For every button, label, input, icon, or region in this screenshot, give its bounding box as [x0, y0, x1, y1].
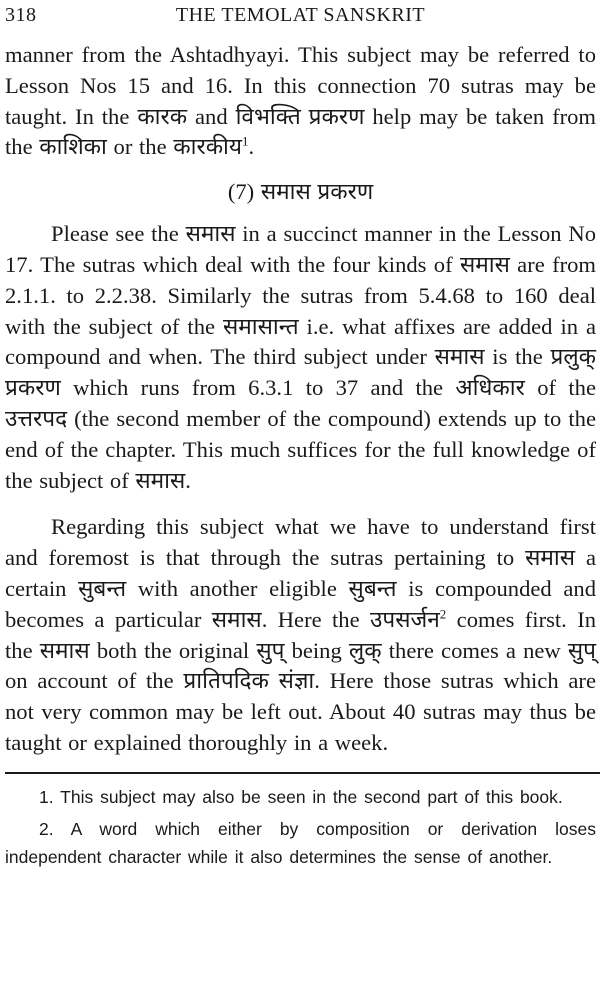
devanagari-term: कारकीय	[173, 134, 243, 160]
devanagari-term: सुबन्त	[348, 575, 397, 601]
devanagari-term: समास	[434, 344, 485, 370]
running-head: THE TEMOLAT SANSKRIT	[175, 4, 426, 26]
page-header	[5, 0, 596, 40]
footnote-text: This subject may also be seen in the second part of this book.	[53, 786, 563, 807]
paragraph-gap	[5, 496, 596, 512]
devanagari-term: समास	[135, 467, 186, 493]
footnote-ref-2: 2	[439, 606, 447, 622]
devanagari-term: उत्तरपद	[5, 405, 68, 431]
devanagari-term: समास	[211, 606, 262, 632]
paragraph-2: Please see the समास in a succinct manner in the Lesson No 17. The sutras which deal with the four kinds of समास are from 2.1.1. to 2.2.38. Similarly the sutras from 5.4.68 to 160 deal with the subject of the समासान्त i.e. what affixes are added in a compound and when. The third subject under समास is the प्रलुक् प्रकरण which runs from 6.3.1 to 37 and the अधिकार of the उत्तरपद (the second member of the compound) extends up to the end of the chapter. This much suffices for the full knowledge of the subject of समास.	[5, 221, 597, 493]
devanagari-term: सुप्	[567, 637, 596, 663]
devanagari-term: समास	[525, 545, 576, 571]
devanagari-term: लुक्	[348, 637, 382, 663]
devanagari-term: समास	[185, 221, 236, 247]
devanagari-term: कारक	[137, 103, 188, 129]
devanagari-term: प्रातिपदिक संज्ञा	[183, 668, 315, 694]
body-text	[5, 40, 596, 759]
page-number: 318	[5, 4, 37, 26]
paragraph-1: manner from the Ashtadhyayi. This subject may be referred to Lesson Nos 15 and 16. In this connection 70 sutras may be taught. In the कारक and विभक्ति प्रकरण help may be taken from the काशिका or the कारकीय$^1$.	[5, 42, 596, 160]
paragraph-3: Regarding this subject what we have to understand first and foremost is that through the sutras pertaining to समास a certain सुबन्त with another eligible सुबन्त is compounded and becomes a particular समास. Here the उपसर्जन$^2$ comes first. In the समास both the original सुप् being लुक् there comes a new सुप् on account of the प्रातिपदिक संज्ञा. Here those sutras which are not very common may be left out. About 40 sutras may thus be taught or explained thoroughly in a week.	[5, 514, 597, 755]
devanagari-term: विभक्ति प्रकरण	[235, 103, 365, 129]
footnotes	[5, 774, 596, 871]
devanagari-term: काशिका	[39, 134, 107, 160]
footnote-ref-1: 1	[242, 133, 249, 149]
devanagari-term: समास	[39, 637, 90, 663]
devanagari-term: अधिकार	[455, 375, 525, 401]
devanagari-term: समासान्त	[222, 313, 299, 339]
section-heading: (7) समास प्रकरण	[227, 179, 374, 205]
devanagari-term: समास	[459, 251, 510, 277]
devanagari-term: सुबन्त	[78, 575, 127, 601]
footnote-1	[5, 783, 596, 811]
section-heading-devanagari: समास प्रकरण	[260, 179, 374, 205]
devanagari-term: उपसर्जन	[370, 606, 440, 632]
footnote-text: A word which either by composition or derivation loses independent character while it also determines the sense of another.	[5, 818, 596, 867]
devanagari-term: सुप्	[256, 637, 285, 663]
footnote-marker: 1.	[39, 786, 54, 807]
footnote-2	[5, 815, 596, 871]
footnote-marker: 2.	[39, 818, 54, 839]
devanagari-term: प्रलुक् प्रकरण	[5, 344, 596, 401]
